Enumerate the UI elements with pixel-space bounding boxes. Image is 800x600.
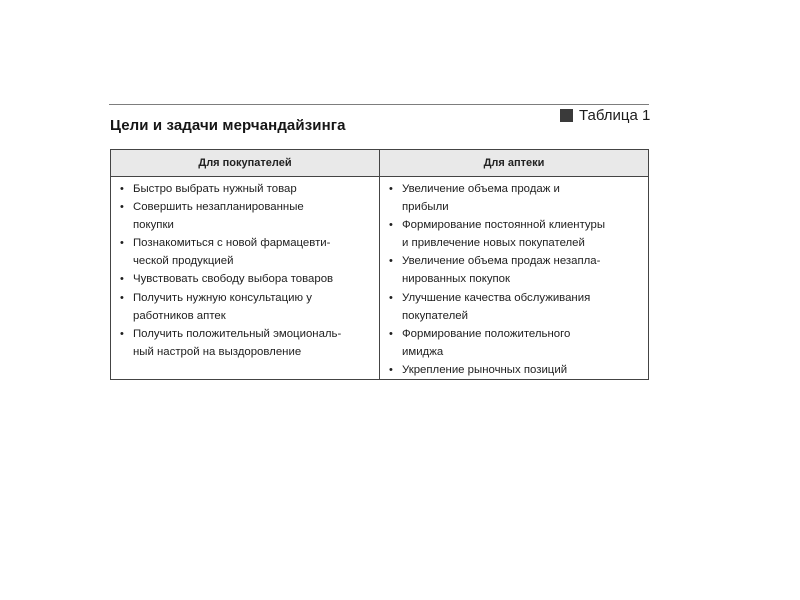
bullet: •: [120, 237, 124, 250]
list-item: • Улучшение качества обслуживания покупателей: [388, 289, 644, 325]
list-item: • Быстро выбрать нужный товар: [119, 180, 375, 198]
bullet: •: [120, 201, 124, 214]
top-rule: [109, 104, 649, 105]
bullet: •: [389, 255, 393, 268]
bullet: •: [389, 327, 393, 340]
bullet: •: [389, 291, 393, 304]
list-item: • Формирование постоянной клиентуры и привлечение новых покупателей: [388, 216, 644, 252]
list-item: • Укрепление рыночных позиций: [388, 361, 644, 379]
list-item: • Совершить незапланированные покупки: [119, 198, 375, 234]
header-customers: Для покупателей: [198, 157, 292, 169]
bullet: •: [120, 327, 124, 340]
table-number-label: Таблица 1: [579, 107, 651, 124]
bullet: •: [389, 183, 393, 195]
square-marker-icon: [560, 109, 573, 122]
pharmacy-goals-list: [388, 180, 644, 379]
list-item: • Чувствовать свободу выбора товаров: [119, 270, 375, 288]
list-item: • Познакомиться с новой фармацевти- ческой продукцией: [119, 234, 375, 270]
bullet: •: [120, 291, 124, 304]
table-caption: [560, 107, 650, 124]
header-pharmacy: Для аптеки: [483, 157, 545, 169]
list-item: • Увеличение объема продаж и прибыли: [388, 180, 644, 216]
goals-table: [110, 149, 649, 380]
list-item: • Получить положительный эмоциональ- ный настрой на выздоровление: [119, 325, 375, 361]
bullet: •: [120, 183, 124, 195]
bullet: •: [389, 219, 393, 232]
bullet: •: [120, 273, 124, 286]
list-item: • Формирование положительного имиджа: [388, 325, 644, 361]
list-item: • Увеличение объема продаж незапла- нированных покупок: [388, 252, 644, 288]
list-item: • Получить нужную консультацию у работников аптек: [119, 289, 375, 325]
column-divider: [379, 150, 380, 379]
page-title: Цели и задачи мерчандайзинга: [110, 117, 346, 134]
customers-goals-list: [119, 180, 375, 361]
bullet: •: [389, 363, 393, 376]
